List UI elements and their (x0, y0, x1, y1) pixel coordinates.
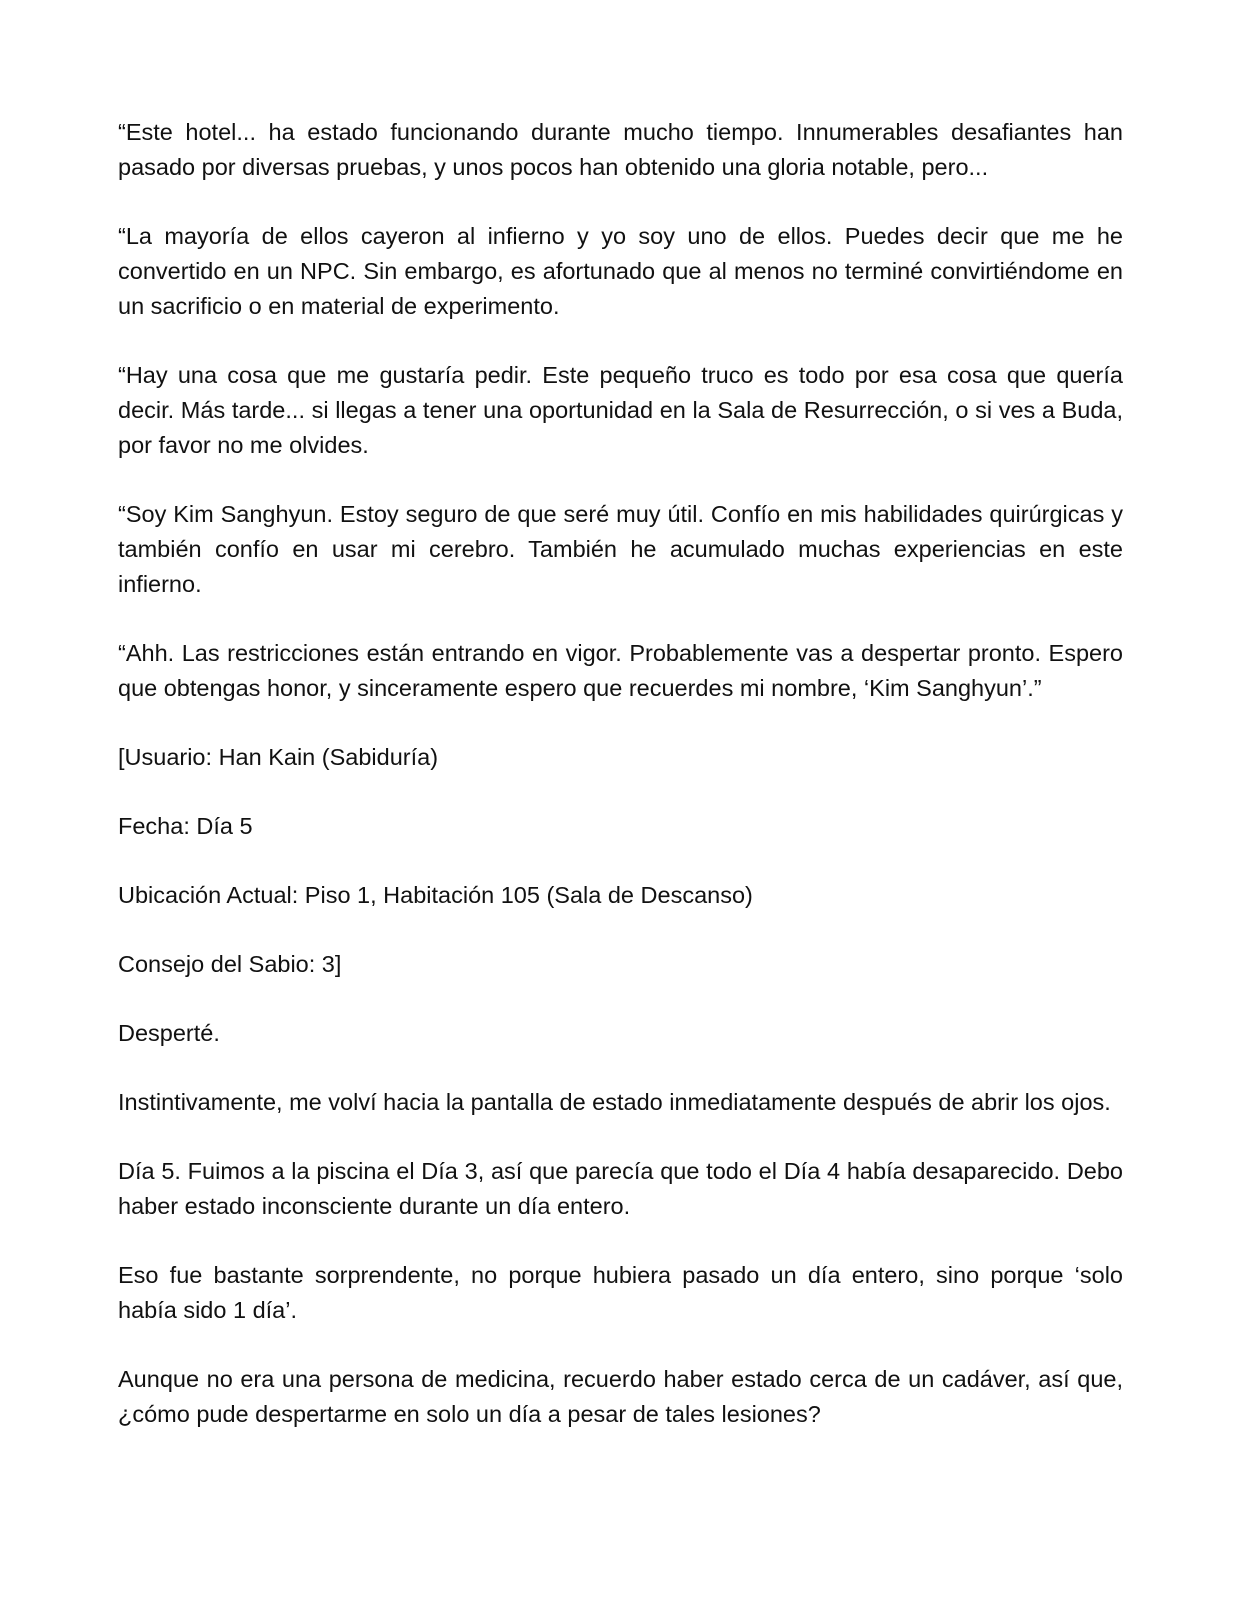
paragraph-1: “Este hotel... ha estado funcionando durante mucho tiempo. Innumerables desafiantes han pasado por diversas pruebas, y unos pocos han obtenido una gloria notable, pero... (118, 119, 1123, 180)
paragraph-11: Instintivamente, me volví hacia la pantalla de estado inmediatamente después de abrir los ojos. (118, 1089, 1111, 1115)
paragraph-3: “Hay una cosa que me gustaría pedir. Este pequeño truco es todo por esa cosa que quería decir. Más tarde... si llegas a tener una oportunidad en la Sala de Resurrección, o si ves a Buda, por favor no me olvides. (118, 362, 1123, 458)
status-user-line: [Usuario: Han Kain (Sabiduría) (118, 744, 439, 770)
status-location-line: Ubicación Actual: Piso 1, Habitación 105 (Sala de Descanso) (118, 882, 753, 908)
paragraph-13: Eso fue bastante sorprendente, no porque hubiera pasado un día entero, sino porque ‘solo había sido 1 día’. (118, 1262, 1123, 1323)
paragraph-12: Día 5. Fuimos a la piscina el Día 3, así que parecía que todo el Día 4 había desaparecido. Debo haber estado inconsciente durante un día entero. (118, 1158, 1123, 1219)
paragraph-14: Aunque no era una persona de medicina, recuerdo haber estado cerca de un cadáver, así que, ¿cómo pude despertarme en solo un día a pesar de tales lesiones? (118, 1366, 1123, 1427)
status-date-line: Fecha: Día 5 (118, 813, 253, 839)
paragraph-5: “Ahh. Las restricciones están entrando en vigor. Probablemente vas a despertar pronto. Espero que obtengas honor, y sinceramente espero que recuerdes mi nombre, ‘Kim Sanghyun’.” (118, 640, 1123, 701)
document-page (118, 115, 1123, 1466)
paragraph-2: “La mayoría de ellos cayeron al infierno y yo soy uno de ellos. Puedes decir que me he convertido en un NPC. Sin embargo, es afortunado que al menos no terminé convirtiéndome en un sacrificio o en material de experimento. (118, 223, 1123, 319)
paragraph-4: “Soy Kim Sanghyun. Estoy seguro de que seré muy útil. Confío en mis habilidades quirúrgicas y también confío en usar mi cerebro. También he acumulado muchas experiencias en este infierno. (118, 501, 1123, 597)
status-advice-line: Consejo del Sabio: 3] (118, 951, 342, 977)
paragraph-10: Desperté. (118, 1020, 220, 1046)
